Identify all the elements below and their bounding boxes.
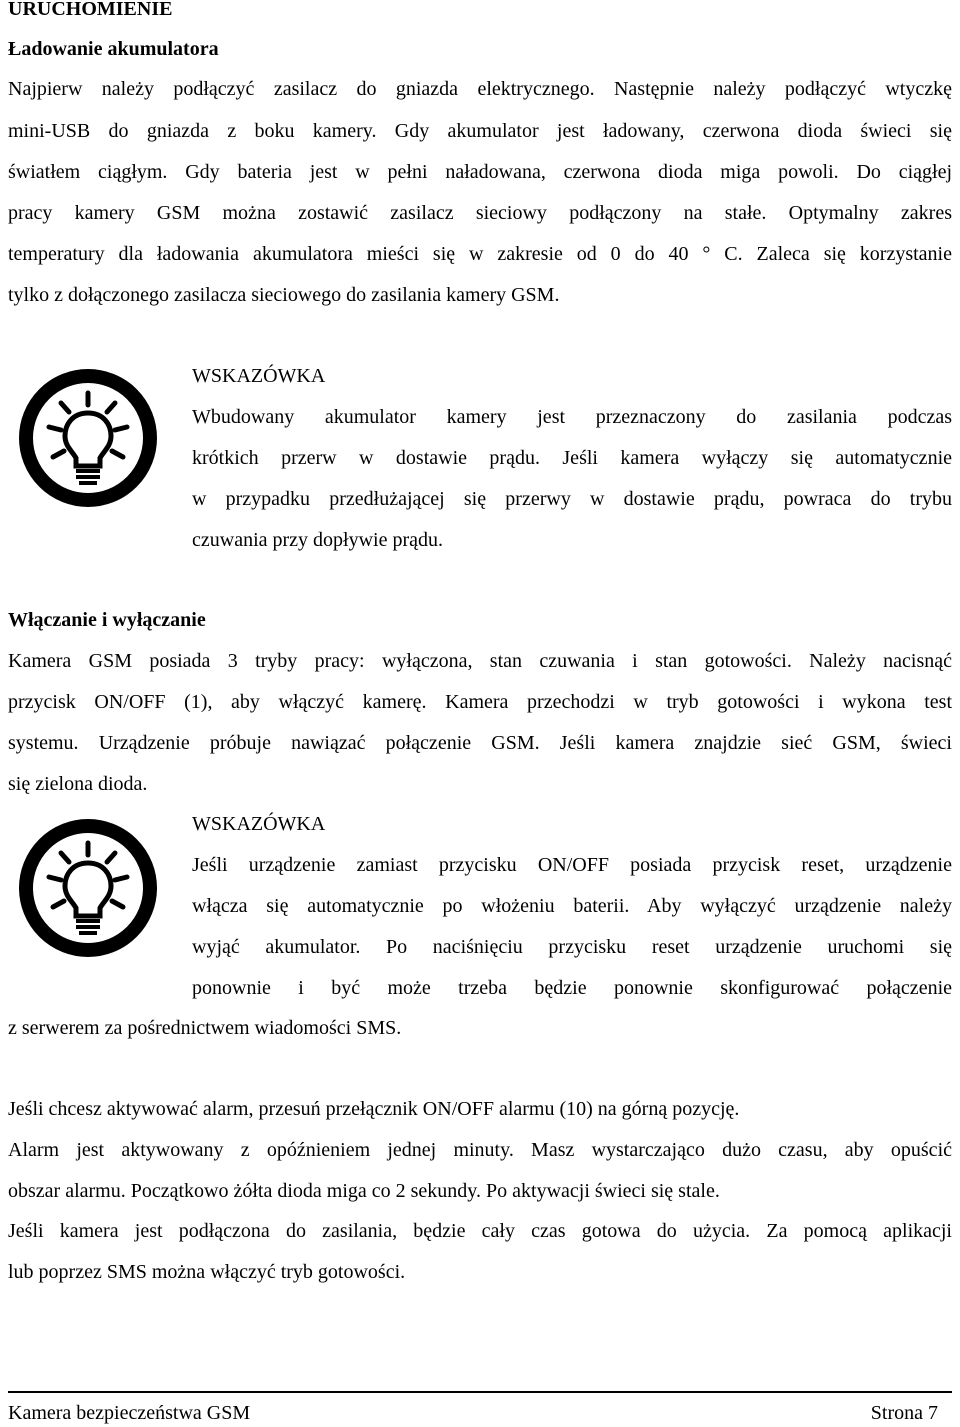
- tip1-label: WSKAZÓWKA: [192, 365, 326, 387]
- tip2-label: WSKAZÓWKA: [192, 813, 326, 835]
- tip2-line-3: wyjąć akumulator. Po naciśnięciu przycisku reset urządzenie uruchomi się: [192, 936, 952, 958]
- onoff-heading: Włączanie i wyłączanie: [8, 609, 206, 631]
- alarm-line-4: Jeśli kamera jest podłączona do zasilania, będzie cały czas gotowa do użycia. Za pomocą aplikacji: [8, 1220, 952, 1242]
- tip1-line-3: w przypadku przedłużającej się przerwy w dostawie prądu, powraca do trybu: [192, 488, 952, 510]
- section-title: URUCHOMIENIE: [8, 0, 173, 20]
- onoff-line-1: Kamera GSM posiada 3 tryby pracy: wyłączona, stan czuwania i stan gotowości. Należy nacisnąć: [8, 650, 952, 672]
- charging-line-6: tylko z dołączonego zasilacza sieciowego do zasilania kamery GSM.: [8, 284, 560, 306]
- tip1-line-4: czuwania przy dopływie prądu.: [192, 529, 444, 551]
- page-number: Strona 7: [870, 1402, 938, 1424]
- tip2-line-2: włącza się automatycznie po włożeniu baterii. Aby wyłączyć urządzenie należy: [192, 895, 952, 917]
- tip2-line-4: ponownie i być może trzeba będzie ponownie skonfigurować połączenie: [192, 977, 952, 999]
- charging-heading: Ładowanie akumulatora: [8, 38, 219, 60]
- alarm-line-1: Jeśli chcesz aktywować alarm, przesuń przełącznik ON/OFF alarmu (10) na górną pozycję.: [8, 1098, 740, 1120]
- charging-line-3: światłem ciągłym. Gdy bateria jest w pełni naładowana, czerwona dioda miga powoli. Do ciągłej: [8, 161, 952, 183]
- tip2-line-1: Jeśli urządzenie zamiast przycisku ON/OFF posiada przycisk reset, urządzenie: [192, 854, 952, 876]
- charging-line-1: Najpierw należy podłączyć zasilacz do gniazda elektrycznego. Następnie należy podłączyć wtyczkę: [8, 78, 952, 100]
- charging-line-2: mini-USB do gniazda z boku kamery. Gdy akumulator jest ładowany, czerwona dioda świeci się: [8, 120, 952, 142]
- lightbulb-icon: [15, 815, 161, 961]
- alarm-line-5: lub poprzez SMS można włączyć tryb gotowości.: [8, 1261, 406, 1283]
- charging-line-5: temperatury dla ładowania akumulatora mieści się w zakresie od 0 do 40 ° C. Zaleca się korzystanie: [8, 243, 952, 265]
- alarm-line-2: Alarm jest aktywowany z opóźnieniem jednej minuty. Masz wystarczająco dużo czasu, aby opuścić: [8, 1139, 952, 1161]
- onoff-line-2: przycisk ON/OFF (1), aby włączyć kamerę. Kamera przechodzi w tryb gotowości i wykona test: [8, 691, 952, 713]
- onoff-line-4: się zielona dioda.: [8, 773, 148, 795]
- tip1-line-2: krótkich przerw w dostawie prądu. Jeśli kamera wyłączy się automatycznie: [192, 447, 952, 469]
- footer-title: Kamera bezpieczeństwa GSM: [8, 1402, 251, 1424]
- footer-divider: [8, 1391, 952, 1393]
- lightbulb-icon: [15, 365, 161, 511]
- charging-line-4: pracy kamery GSM można zostawić zasilacz sieciowy podłączony na stałe. Optymalny zakres: [8, 202, 952, 224]
- onoff-line-3: systemu. Urządzenie próbuje nawiązać połączenie GSM. Jeśli kamera znajdzie sieć GSM, świeci: [8, 732, 952, 754]
- tip2-line-5: z serwerem za pośrednictwem wiadomości SMS.: [8, 1017, 402, 1039]
- tip1-line-1: Wbudowany akumulator kamery jest przeznaczony do zasilania podczas: [192, 406, 952, 428]
- alarm-line-3: obszar alarmu. Początkowo żółta dioda miga co 2 sekundy. Po aktywacji świeci się stale.: [8, 1180, 720, 1202]
